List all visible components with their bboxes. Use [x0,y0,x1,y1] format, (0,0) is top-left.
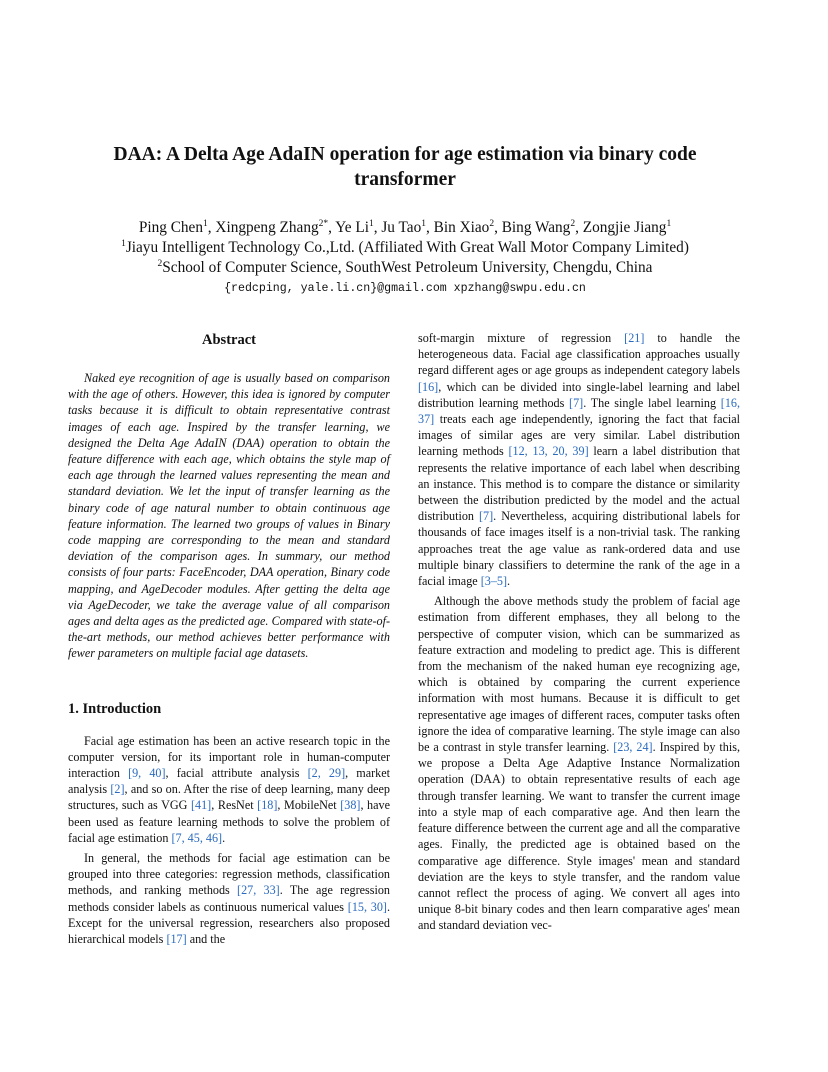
left-column [68,330,390,947]
citation-link[interactable]: [9, 40] [128,766,166,781]
author-name: Zongjie Jiang [582,219,667,236]
introduction-heading: 1. Introduction [68,700,162,717]
body-paragraph: soft-margin mixture of regression [21] to handle the heterogeneous data. Facial age classification approaches usually regard different ages or age groups as independent category labels [16], which can be divided into single-label learning and label distribution learning methods [7]. The single label learning [16, 37] treats each age independently, ignoring the fact that facial images of similar ages are very similar. Label distribution learning methods [12, 13, 20, 39] learn a label distribution that represents the relative importance of each label when describing an instance. This method is to compare the distance or similarity between the distribution predicted by the model and the actual distribution [7]. Nevertheless, acquiring distributional labels for thousands of face images itself is a non-trivial task. The ranking approaches treat the age value as rank-ordered data and use multiple binary classifiers to determine the rank of the age in a facial image [3–5]. [418,331,741,589]
author-block [60,218,750,299]
paper-title [90,142,720,192]
body-paragraph: Although the above methods study the problem of facial age estimation from different emphases, they all belong to the perspective of computer vision, which can be summarized as feature extraction and modeling to predict age. This is different from the mechanism of the naked human eye recognizing age, which is obtained by comparing the current experience information with most humans. Because it is difficult to get representative age images of different races, computer tasks often ignore the idea of comparative learning. The style image can also be a contrast in style transfer learning. [23, 24]. Inspired by this, we propose a Delta Age Adaptive Instance Normalization operation (DAA) to obtain representative results of each age through transfer learning. We want to transfer the current image into a style map of each comparative age. And then learn the feature difference between the current age and all the comparative ages. Finally, the predicted age is obtained based on the comparative age difference. Style images' mean and standard deviation are the keys to style transfer, and the random value cannot reflect the process of aging. We convert all ages into unique 8-bit binary codes and then learn comparative ages' mean and standard deviation vec- [418,594,740,933]
author-name: Ye Li [335,219,369,236]
citation-link[interactable]: [16, 37] [418,395,740,427]
introduction-body-left [68,733,390,948]
author-affiliation-marker: 1 [421,218,426,229]
citation-link[interactable]: [21] [624,331,645,345]
citation-link[interactable]: [7] [479,509,494,524]
affiliation-1-text: Jiayu Intelligent Technology Co.,Ltd. (Affiliated With Great Wall Motor Company Limited) [125,239,689,256]
affiliation-2 [60,258,750,278]
citation-link[interactable]: [7] [569,395,584,410]
author-affiliation-marker: 1 [368,218,374,229]
affiliation-1-marker: 1 [121,238,126,249]
author-affiliation-marker: 1 [666,218,672,229]
author-affiliation-marker: 2 [489,218,495,229]
affiliation-1 [60,238,750,258]
author-affiliation-marker: 2* [318,218,329,229]
arxiv-watermark [18,285,58,755]
author-name: Xingpeng Zhang [215,219,319,236]
author-emails: {redcping, yale.li.cn}@gmail.com xpzhang@swpu.edu.cn [224,282,586,295]
citation-link[interactable]: [3–5] [480,574,507,589]
author-name: Bing Wang [501,219,571,236]
citation-link[interactable]: [2, 29] [307,766,346,781]
citation-link[interactable]: [2] [110,782,125,797]
affiliation-2-marker: 2 [157,258,163,269]
author-affiliation-marker: 1 [202,218,208,229]
abstract-heading: Abstract [202,332,256,348]
citation-link[interactable]: [27, 33] [237,883,280,898]
citation-link[interactable]: [23, 24] [613,740,653,755]
citation-link[interactable]: [15, 30] [347,899,387,914]
citation-link[interactable]: [18] [257,798,278,813]
citation-link[interactable]: [16] [418,379,439,394]
title-line-1: DAA: A Delta Age AdaIN operation for age estimation via binary code [113,144,697,165]
author-list: Ping Chen$^1$, Xingpeng Zhang$^{2*}$, Ye Li$^1$, Ju Tao$^1$, Bin Xiao$^2$, Bing Wang$^2$, Zongjie Jiang$^1$ [138,218,672,236]
body-paragraph: In general, the methods for facial age estimation can be grouped into three categories: regression methods, classification methods, and ranking methods [27, 33]. The age regression methods consider labels as continuous numerical values [15, 30]. Except for the universal regression, researchers also proposed hierarchical models [17] and the [68,851,391,947]
affiliation-2-text: School of Computer Science, SouthWest Petroleum University, Chengdu, China [162,259,653,276]
citation-link[interactable]: [17] [166,932,187,947]
abstract-text: Naked eye recognition of age is usually based on comparison with the age of others. However, this idea is ignored by computer tasks because it is difficult to obtain representative contrast images of each age. Inspired by the transfer learning, we designed the Delta Age AdaIN (DAA) operation to obtain the feature difference with each age, which obtains the style map of each age through the learned values representing the mean and standard deviation. We let the input of transfer learning as the binary code of age natural number to obtain continuous age feature information. The learned two groups of values in Binary code mapping are corresponding to the mean and standard deviation of the comparison ages. In summary, our method consists of four parts: FaceEncoder, DAA operation, Binary code mapping, and AgeDecoder modules. After getting the delta age via AgeDecoder, we take the average value of all comparison ages and delta ages as the predicted age. Compared with state-of-the-art methods, our method achieves better performance with fewer parameters on multiple facial age datasets. [68,371,390,661]
introduction-body-right [418,330,740,934]
citation-link[interactable]: [41] [191,798,212,813]
citation-link[interactable]: [7, 45, 46] [171,830,223,845]
author-name: Bin Xiao [433,219,490,236]
author-affiliation-marker: 2 [570,218,576,229]
author-name: Ping Chen [138,219,203,236]
body-paragraph: Facial age estimation has been an active research topic in the computer version, for its important role in human-computer interaction [9, 40], facial attribute analysis [2, 29], market analysis [2], and so on. After the rise of deep learning, many deep structures, such as VGG [41], ResNet [18], MobileNet [38], have been used as feature learning methods to solve the problem of facial age estimation [7, 45, 46]. [68,733,390,845]
citation-link[interactable]: [12, 13, 20, 39] [508,444,589,459]
right-column [418,330,740,934]
author-name: Ju Tao [381,219,422,236]
citation-link[interactable]: [38] [340,798,361,813]
title-line-2: transformer [354,169,456,190]
